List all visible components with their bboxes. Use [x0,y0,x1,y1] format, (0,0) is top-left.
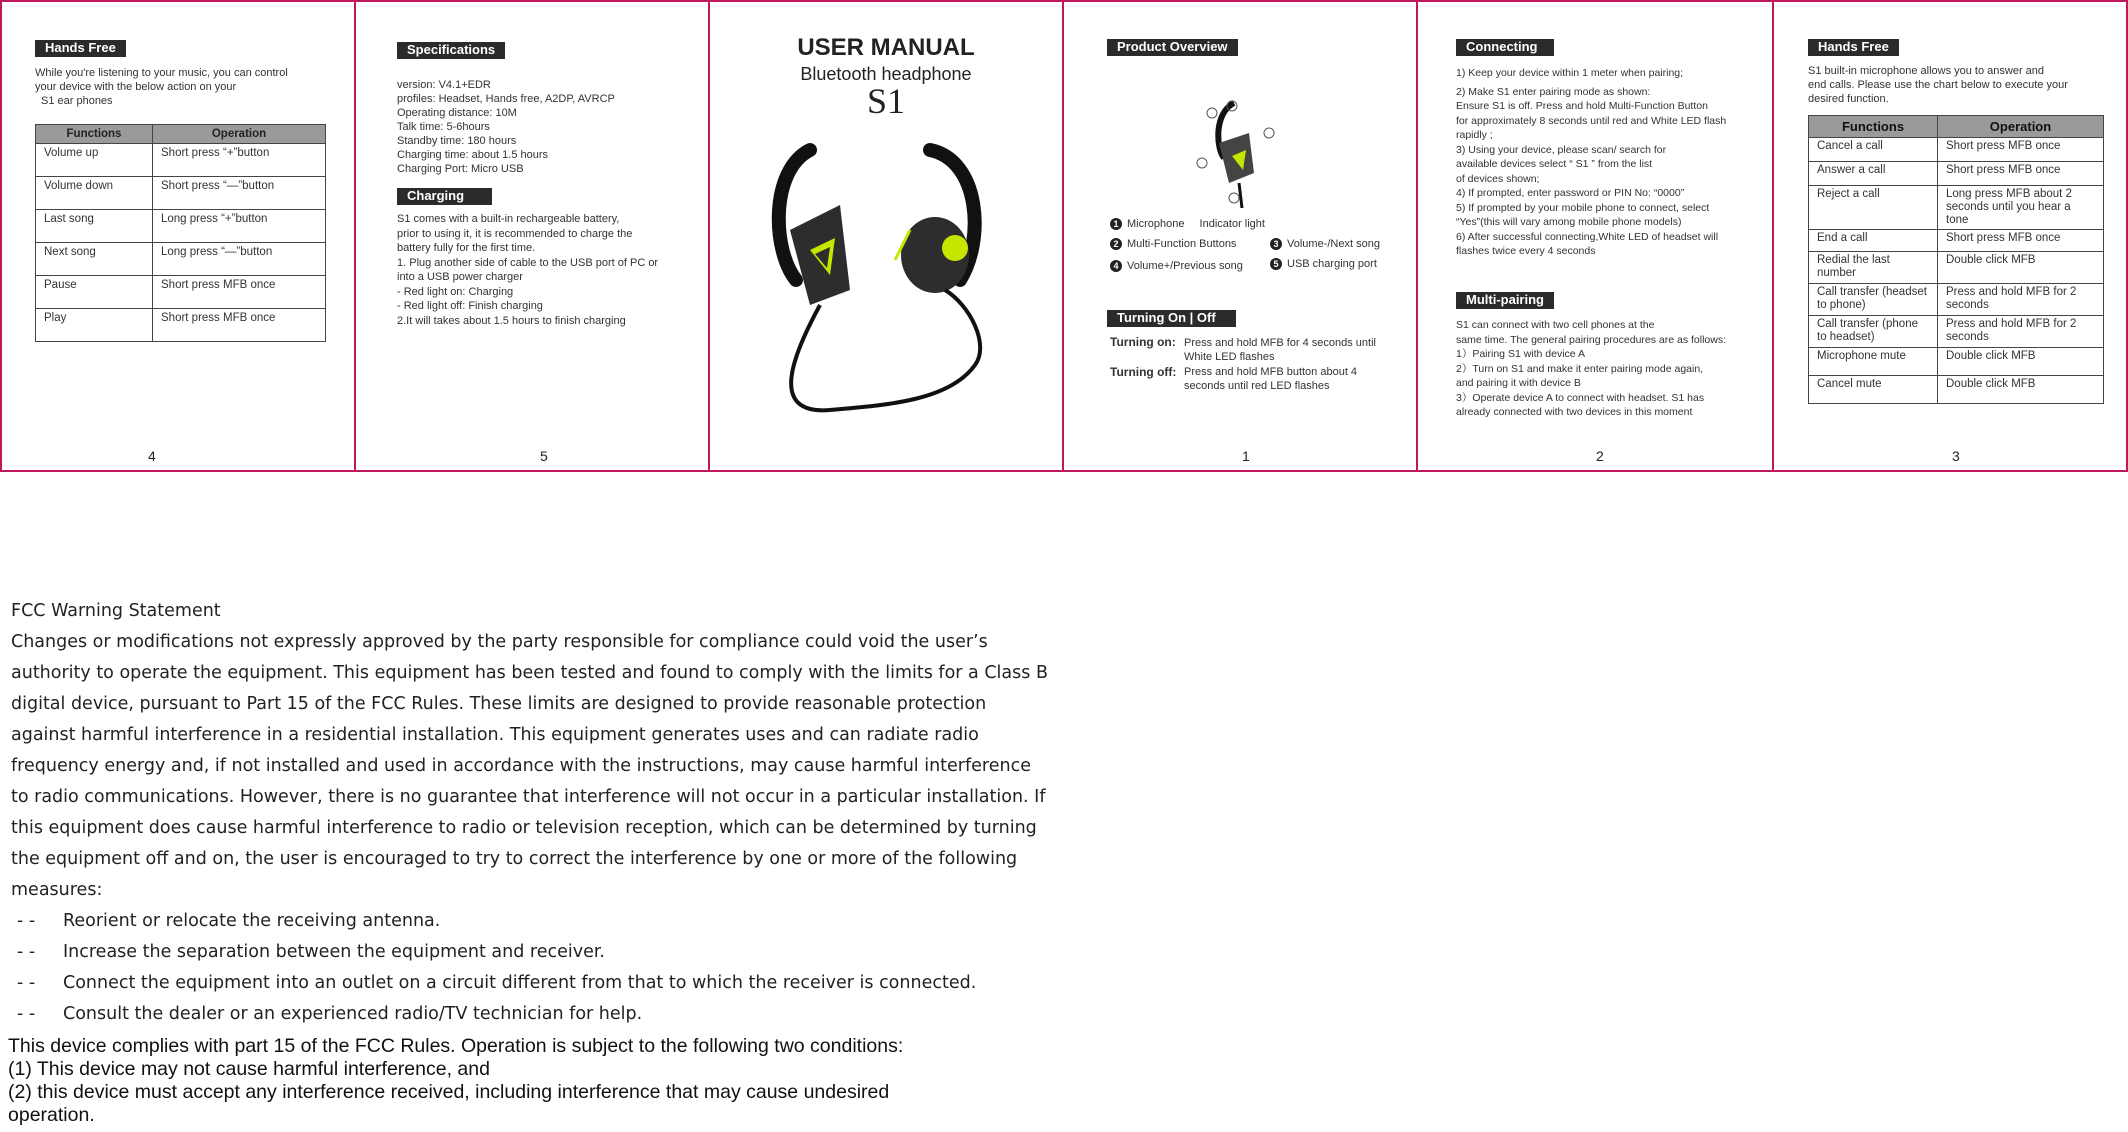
page-number: 3 [1952,448,1960,464]
table-row: Microphone mute Double click MFB [1809,348,2104,376]
column-header: Operation [153,125,326,144]
hands-free-intro: S1 built-in microphone allows you to answer and end calls. Please use the chart below to execute your desired function. [1808,65,2068,105]
manual-page-3 [1772,0,2128,472]
turning-on-label: Turning on: [1110,335,1176,349]
connecting-steps: 1) Keep your device within 1 meter when pairing; 2) Make S1 enter pairing mode as shown: Ensure S1 is off. Press and hold Multi-Function Button for approximately 8 seconds until red and White LED flash rapidly ; 3) Using your device, please scan/ search for available devices select “ S1 ” from the list of devices shown; 4) If prompted, enter password or PIN No: “0000” 5) If prompted by your mobile phone to connect, select “Yes”(this will vary among mobile phone models) 6) After successful connecting,White LED of headset will flashes twice every 4 seconds [1456,67,1727,257]
product-overview-header: Product Overview [1107,39,1238,56]
turning-on-off-header: Turning On | Off [1107,310,1236,327]
headphone-illustration [750,130,1010,430]
multi-pairing-steps: S1 can connect with two cell phones at the same time. The general pairing procedures are as follows: 1）Pairing S1 with device A 2）Turn on S1 and make it enter pairing mode again, and pairing it with device B 3）Operate device A to connect with headset. S1 has already connected with two devices in this moment [1456,319,1727,418]
column-header: Functions [36,125,153,144]
manual-cover [708,0,1064,472]
table-row: Call transfer (phone to headset) Press and hold MFB for 2 seconds [1809,316,2104,348]
specifications-list: version: V4.1+EDR profiles: Headset, Hands free, A2DP, AVRCP Operating distance: 10M Talk time: 5-6hours Standby time: 180 hours Charging time: about 1.5 hours Charging Port: Micro USB [397,79,615,175]
page-number: 2 [1596,448,1604,464]
table-row: Volume down Short press “—”button [36,177,326,210]
charging-instructions: S1 comes with a built-in rechargeable battery, prior to using it, it is recommended to charge the battery fully for the first time. 1. Plug another side of cable to the USB port of PC or into a USB power charger - Red light on: Charging - Red light off: Finish charging 2.It will takes about 1.5 hours to finish charging [397,213,659,327]
connecting-header: Connecting [1456,39,1554,56]
legend-volume-down: 3 Volume-/Next song [1270,238,1380,250]
turning-off-text: Press and hold MFB button about 4 seconds until red LED flashes [1184,366,1358,392]
fcc-compliance-conditions: This device complies with part 15 of the FCC Rules. Operation is subject to the following two conditions: (1) This device may not cause harmful interference, and (2) this device must accept any interference received, including interference that may cause undesired operation. [8,1035,904,1126]
page-number: 4 [148,448,156,464]
manual-page-4 [0,0,356,472]
legend-volume-up: 4 Volume+/Previous song [1110,260,1243,272]
table-row: Call transfer (headset to phone) Press and hold MFB for 2 seconds [1809,284,2104,316]
specifications-header: Specifications [397,42,505,59]
legend-usb-port: 5 USB charging port [1270,258,1377,270]
manual-page-2 [1416,0,1774,472]
table-row: Next song Long press “—”button [36,243,326,276]
charging-header: Charging [397,188,492,205]
page-number: 5 [540,448,548,464]
fcc-warning-statement [11,596,1051,1030]
table-row: Play Short press MFB once [36,309,326,342]
list-item: - - Reorient or relocate the receiving antenna. [17,911,441,931]
table-row: Answer a call Short press MFB once [1809,162,2104,186]
hands-free-intro: While you're listening to your music, you can control your device with the below action on your S1 ear phones [35,67,288,107]
list-item: - - Connect the equipment into an outlet on a circuit different from that to which the receiver is connected. [17,973,977,993]
turning-on-text: Press and hold MFB for 4 seconds until White LED flashes [1184,337,1376,363]
hands-free-header: Hands Free [35,40,126,57]
table-row: Cancel mute Double click MFB [1809,376,2104,404]
list-item: - - Consult the dealer or an experienced radio/TV technician for help. [17,1004,643,1024]
legend-microphone: 1 Microphone Indicator light [1110,218,1265,230]
fcc-title: FCC Warning Statement [11,601,221,621]
table-row: End a call Short press MFB once [1809,230,2104,252]
legend-multi-function: 2 Multi-Function Buttons [1110,238,1236,250]
table-row: Volume up Short press “+”button [36,144,326,177]
turning-off-label: Turning off: [1110,365,1177,379]
product-diagram [1194,98,1284,208]
column-header: Operation [1938,116,2104,138]
call-functions-table [1808,115,2104,404]
multi-pairing-header: Multi-pairing [1456,292,1554,309]
manual-page-1 [1062,0,1418,472]
table-row: Redial the last number Double click MFB [1809,252,2104,284]
manual-page-5 [354,0,710,472]
column-header: Functions [1809,116,1938,138]
controls-table [35,124,326,342]
hands-free-header: Hands Free [1808,39,1899,56]
list-item: - - Increase the separation between the equipment and receiver. [17,942,605,962]
table-row: Reject a call Long press MFB about 2 seconds until you hear a tone [1809,186,2104,230]
cover-model: S1 [866,81,906,121]
page-number: 1 [1242,448,1250,464]
cover-title: USER MANUAL [797,34,975,61]
table-row: Pause Short press MFB once [36,276,326,309]
table-row: Last song Long press “+”button [36,210,326,243]
fcc-body: Changes or modifications not expressly approved by the party responsible for compliance could void the user’s authority to operate the equipment. This equipment has been tested and found to comply with the limits for a Class B digital device, pursuant to Part 15 of the FCC Rules. These limits are designed to provide reasonable protection against harmful interference in a residential installation. This equipment generates uses and can radiate radio frequency energy and, if not installed and used in accordance with the instructions, may cause harmful interference to radio communications. However, there is no guarantee that interference will not occur in a particular installation. If this equipment does cause harmful interference to radio or television reception, which can be determined by turning the equipment off and on, the user is encouraged to try to correct the interference by one or more of the following measures: [11,632,1048,900]
table-row: Cancel a call Short press MFB once [1809,138,2104,162]
cover-subtitle: Bluetooth headphone [800,64,972,84]
